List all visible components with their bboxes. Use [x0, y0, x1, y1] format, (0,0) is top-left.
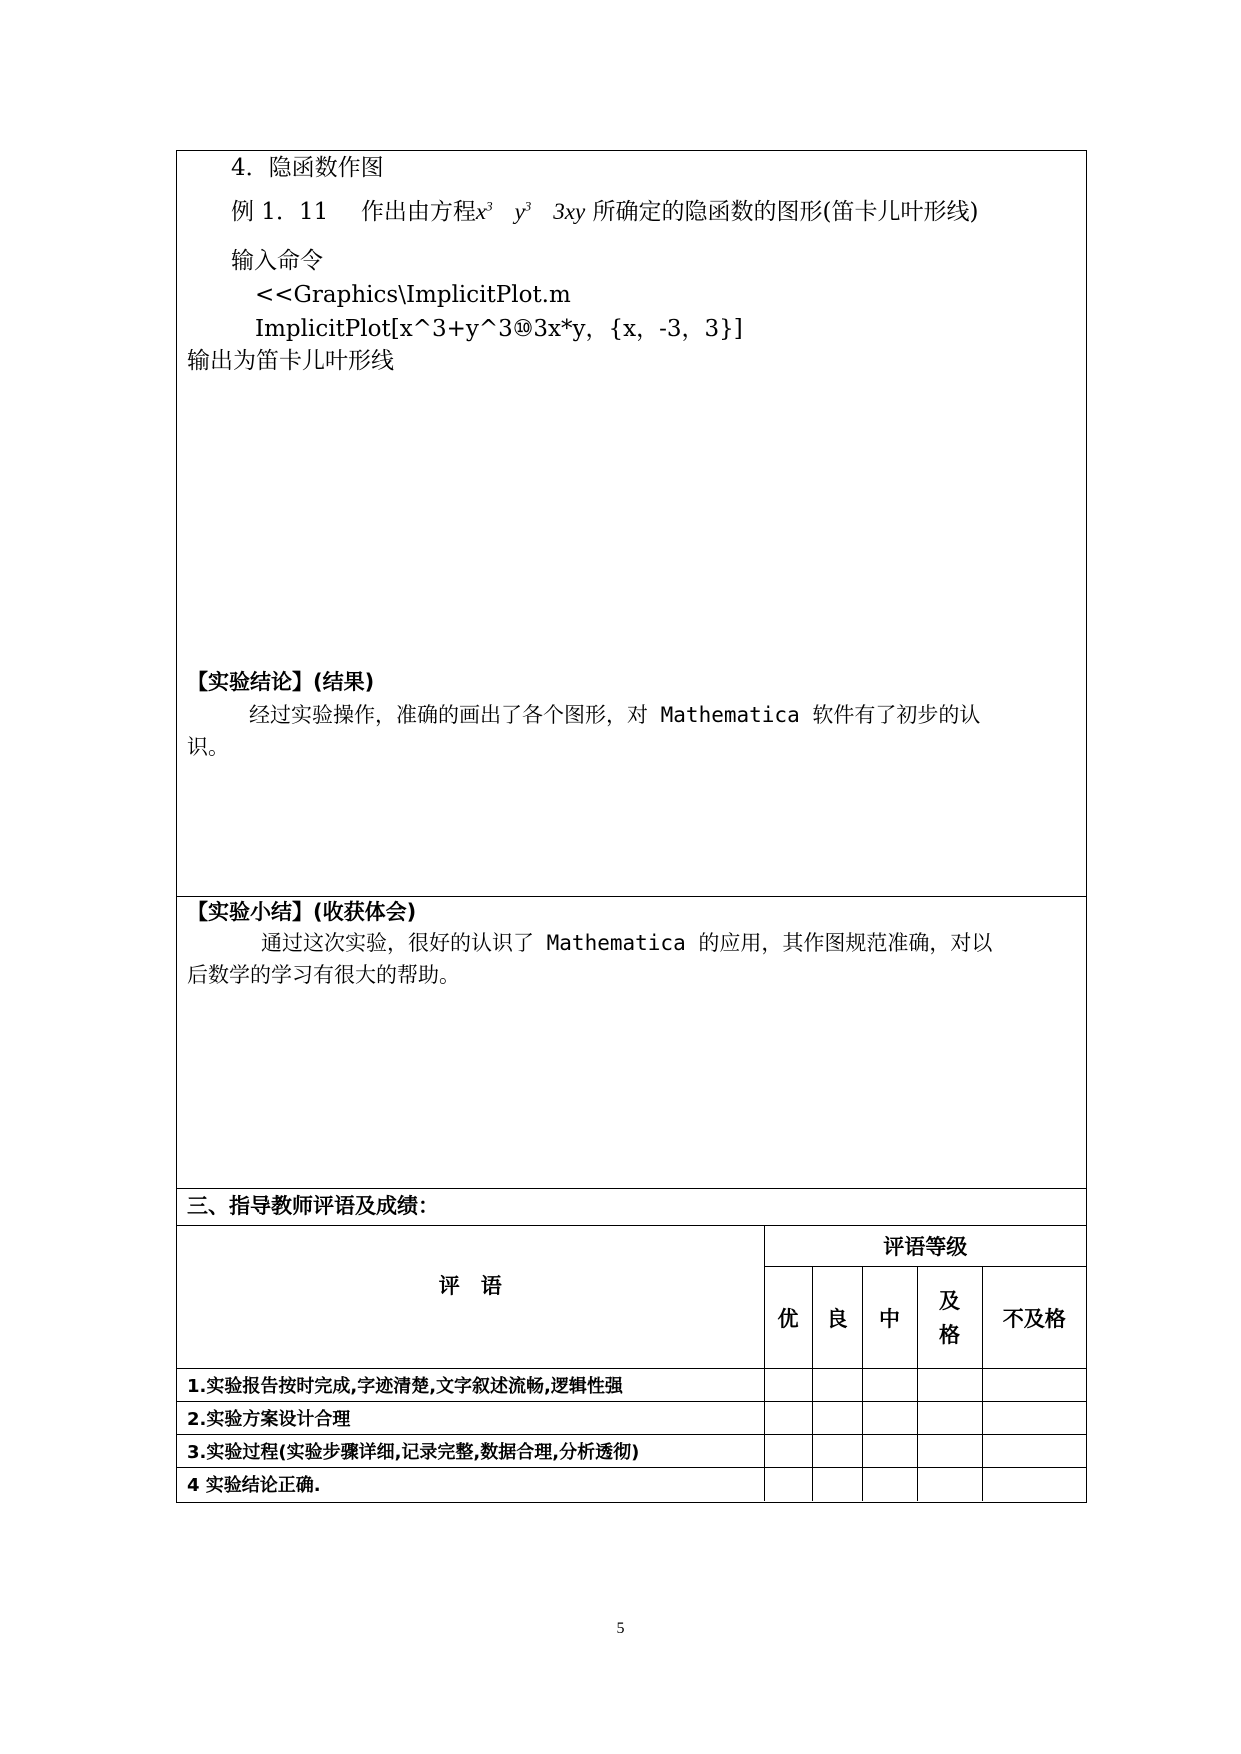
criterion-1: 1.实验报告按时完成,字迹清楚,文字叙述流畅,逻辑性强 [177, 1369, 764, 1402]
grade-cell[interactable] [764, 1369, 812, 1402]
criterion-4: 4 实验结论正确. [177, 1468, 764, 1501]
grade-cell[interactable] [812, 1435, 862, 1468]
example-text-pre: 作出由方程 [360, 199, 476, 225]
equation [476, 199, 585, 224]
grade-cell[interactable] [917, 1402, 982, 1435]
grade-cell[interactable] [812, 1468, 862, 1501]
grade-cell[interactable] [862, 1402, 917, 1435]
grading-table-wrap [177, 1225, 1086, 1502]
level-medium: 中 [862, 1267, 917, 1369]
eq-y: y [514, 199, 525, 224]
example-label: 例 1．11 [231, 199, 329, 225]
input-label: 输入命令 [231, 248, 323, 274]
command-line-2: ImplicitPlot[x^3+y^3⑩3x*y，{x，-3，3}] [255, 316, 743, 342]
summary-text: 通过这次实验，很好的认识了 Mathematica 的应用，其作图规范准确，对以 [261, 931, 993, 955]
comment-header: 评 语 [177, 1226, 764, 1369]
grade-cell[interactable] [917, 1435, 982, 1468]
eq-x-exp: 3 [486, 198, 493, 214]
conclusion-text: 经过实验操作，准确的画出了各个图形，对 Mathematica 软件有了初步的认 [249, 703, 981, 727]
grade-cell[interactable] [862, 1369, 917, 1402]
level-fail: 不及格 [982, 1267, 1086, 1369]
example-text-post: 所确定的隐函数的图形(笛卡儿叶形线) [592, 199, 979, 225]
grade-cell[interactable] [917, 1468, 982, 1501]
grade-cell[interactable] [812, 1369, 862, 1402]
grade-cell[interactable] [812, 1402, 862, 1435]
example-line [231, 197, 978, 227]
teacher-heading: 三、指导教师评语及成绩： [187, 1194, 439, 1218]
conclusion-heading: 【实验结论】(结果) [187, 670, 375, 694]
page-number: 5 [616, 1620, 625, 1637]
eq-y-exp: 3 [524, 198, 532, 214]
section-heading: 4．隐函数作图 [231, 155, 384, 181]
grade-cell[interactable] [982, 1468, 1086, 1501]
grade-cell[interactable] [862, 1435, 917, 1468]
eq-rhs: 3xy [553, 199, 586, 224]
summary-text-wrap: 后数学的学习有很大的帮助。 [187, 963, 460, 987]
grade-cell[interactable] [764, 1402, 812, 1435]
command-line-1: <<Graphics\ImplicitPlot.m [255, 282, 571, 308]
report-frame [176, 150, 1087, 1503]
grade-cell[interactable] [982, 1369, 1086, 1402]
criterion-3: 3.实验过程(实验步骤详细,记录完整,数据合理,分析透彻) [177, 1435, 764, 1468]
grade-cell[interactable] [982, 1435, 1086, 1468]
summary-section [177, 897, 1086, 1189]
experiment-section [177, 151, 1086, 897]
summary-heading: 【实验小结】(收获体会) [187, 900, 417, 924]
teacher-section [177, 1189, 1086, 1225]
level-pass-text: 及格 [939, 1288, 960, 1347]
level-good: 良 [812, 1267, 862, 1369]
grade-cell[interactable] [764, 1435, 812, 1468]
level-header: 评语等级 [764, 1226, 1086, 1267]
grade-cell[interactable] [862, 1468, 917, 1501]
grade-cell[interactable] [917, 1369, 982, 1402]
conclusion-text-wrap: 识。 [187, 735, 229, 759]
grade-cell[interactable] [764, 1468, 812, 1501]
grade-cell[interactable] [982, 1402, 1086, 1435]
output-label: 输出为笛卡儿叶形线 [187, 348, 394, 374]
level-excellent: 优 [764, 1267, 812, 1369]
eq-x: x [475, 199, 487, 224]
level-pass [917, 1267, 982, 1369]
criterion-2: 2.实验方案设计合理 [177, 1402, 764, 1435]
grading-table [177, 1225, 1086, 1501]
